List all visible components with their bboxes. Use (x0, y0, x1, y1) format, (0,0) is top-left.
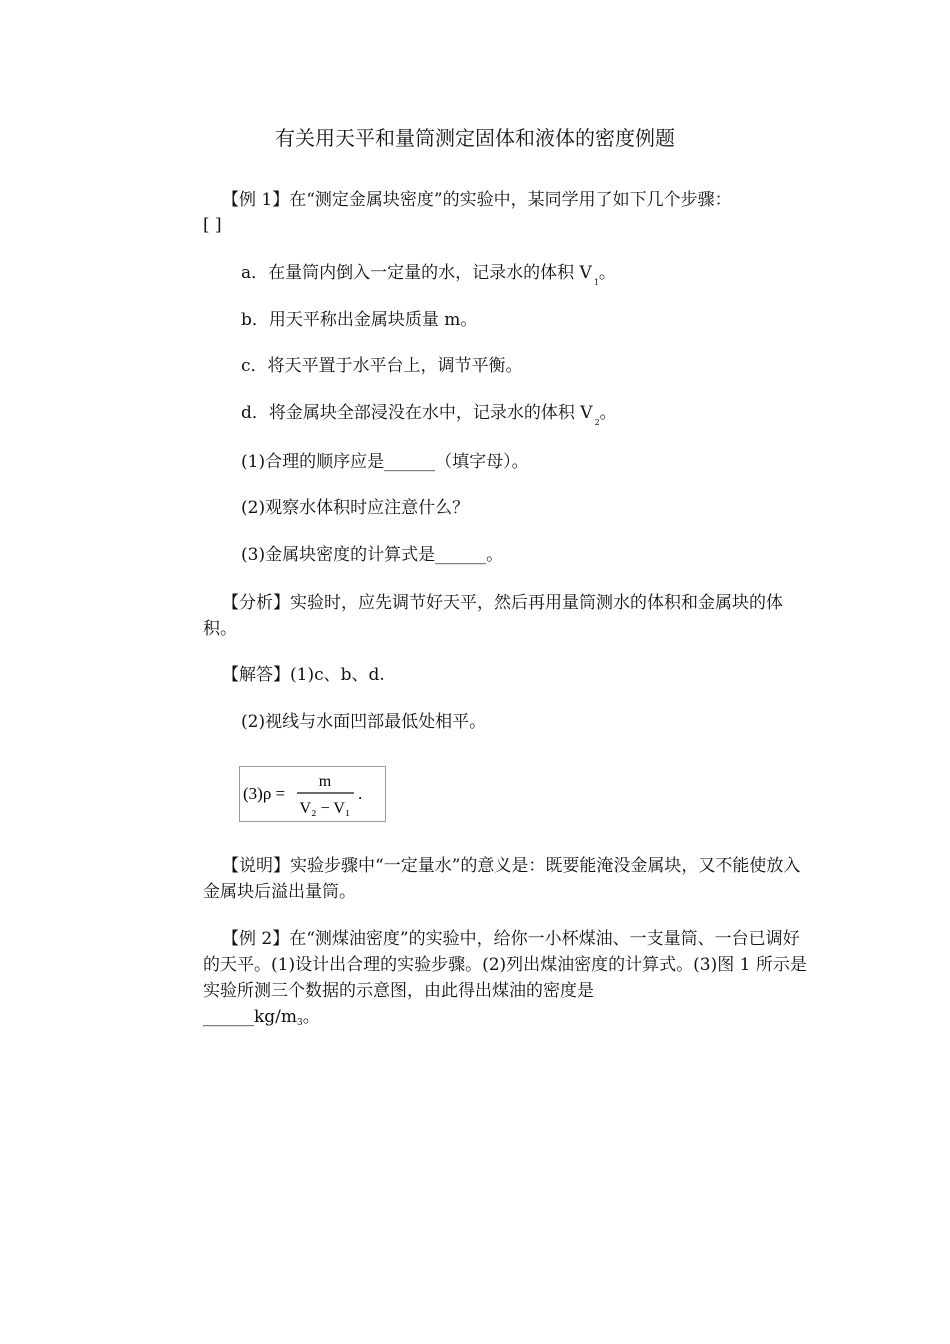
formula-end: . (358, 784, 363, 803)
step-d-text: d．将金属块全部浸没在水中，记录水的体积 V (241, 403, 593, 423)
example-2-paragraph (203, 926, 808, 1033)
question-3: (3)金属块密度的计算式是______。 (241, 545, 504, 565)
formula-numerator: m (318, 773, 332, 790)
formula-prefix: (3)ρ = (243, 784, 286, 803)
answer-2: (2)视线与水面凹部最低处相平。 (241, 712, 487, 732)
step-d (241, 401, 617, 428)
example-2-answer-line (203, 1004, 320, 1033)
unit-superscript: 3 (297, 1018, 303, 1028)
step-a-subscript: 1 (593, 278, 599, 287)
formula-denominator: V₂ − V₁ (299, 800, 351, 817)
page-title: 有关用天平和量筒测定固体和液体的密度例题 (275, 126, 675, 150)
step-a-end: 。 (598, 263, 616, 283)
answer-1: 【解答】(1)c、b、d. (222, 665, 385, 685)
step-c: c．将天平置于水平台上，调节平衡。 (241, 356, 523, 376)
question-2: (2)观察水体积时应注意什么？ (241, 498, 470, 518)
note-paragraph: 【说明】实验步骤中“一定量水”的意义是：既要能淹没金属块，又不能使放入金属块后溢出量筒。 (203, 856, 801, 902)
analysis-paragraph: 【分析】实验时，应先调节好天平，然后再用量筒测水的体积和金属块的体积。 (203, 593, 783, 639)
density-formula-image (239, 766, 386, 822)
step-d-subscript: 2 (594, 418, 600, 427)
step-b: b．用天平称出金属块质量 m。 (241, 310, 478, 330)
example-2-end: 。 (302, 1007, 320, 1027)
step-d-end: 。 (599, 403, 617, 423)
question-1: (1)合理的顺序应是______（填字母）。 (241, 452, 529, 472)
step-a-text: a．在量筒内倒入一定量的水，记录水的体积 V (241, 263, 592, 283)
example-1-bracket: [ ] (203, 215, 222, 235)
step-a (241, 261, 616, 288)
example-2-blank: ______kg/m (203, 1007, 298, 1027)
example-2-text: 【例 2】在“测煤油密度”的实验中，给你一小杯煤油、一支量筒、一台已调好的天平。(1)设计出合理的实验步骤。(2)列出煤油密度的计算式。(3)图 1 所示是实验所测三个数据的示意图，由此得出煤油的密度是 (203, 929, 807, 1001)
example-1-intro: 【例 1】在“测定金属块密度”的实验中，某同学用了如下几个步骤： (222, 190, 732, 210)
